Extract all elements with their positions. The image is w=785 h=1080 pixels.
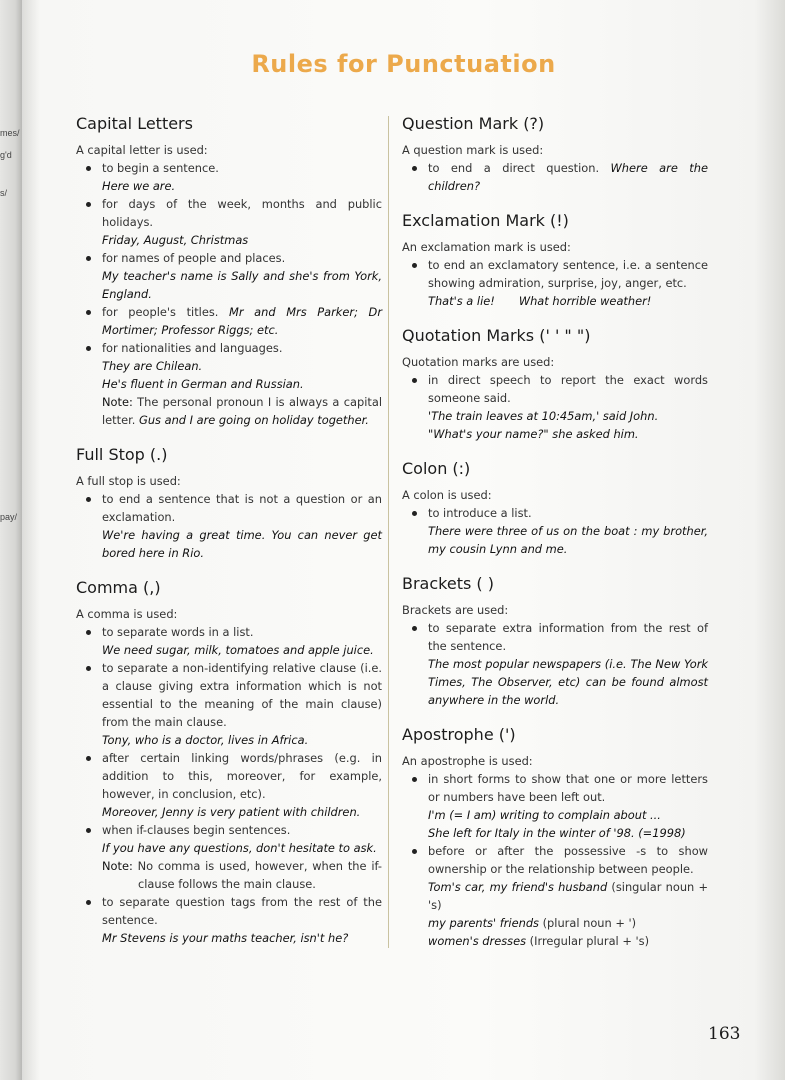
rule-item: [402, 770, 708, 842]
example-text: She left for Italy in the winter of '98. (=1998): [428, 826, 686, 840]
rule-list: [402, 770, 708, 950]
example-text: My teacher's name is Sally and she's from York, England.: [102, 269, 382, 301]
rule-list: [402, 159, 708, 195]
section-heading: Quotation Marks (' ' " "): [402, 326, 591, 345]
example-text: Where are the children?: [428, 161, 708, 193]
section-full-stop: [76, 445, 382, 562]
rule-text: after certain linking words/phrases (e.g. in addition to this, moreover, for example, however, in conclusion, etc).: [102, 751, 382, 801]
section-quotation-marks: [402, 326, 708, 443]
note-text: The personal pronoun I is always a capital letter.: [102, 395, 382, 427]
rule-text: for people's titles.: [102, 305, 219, 319]
rule-item: [402, 371, 708, 443]
rule-list: [76, 623, 382, 857]
rule-item: [402, 842, 708, 950]
rule-item: [402, 256, 708, 310]
section-intro: Brackets are used:: [402, 603, 509, 617]
rule-list: [402, 256, 708, 310]
rule-item: [76, 623, 382, 659]
rule-list: [76, 490, 382, 562]
rule-list: [76, 159, 382, 393]
prev-page-fragment: mes/: [0, 128, 20, 138]
rule-text: to introduce a list.: [428, 506, 532, 520]
rule-item: [402, 504, 708, 558]
section-heading: Colon (:): [402, 459, 471, 478]
section-intro: A capital letter is used:: [76, 143, 208, 157]
rule-item: [76, 659, 382, 749]
page-number: 163: [708, 1024, 741, 1044]
rule-item: [402, 619, 708, 709]
example-text: "What's your name?" she asked him.: [428, 427, 639, 441]
rule-text: in direct speech to report the exact words someone said.: [428, 373, 708, 405]
rule-item: [76, 195, 382, 249]
example-text: That's a lie!: [428, 294, 495, 308]
example-text: We need sugar, milk, tomatoes and apple juice.: [102, 643, 374, 657]
page-title: Rules for Punctuation: [251, 50, 556, 78]
example-text: If you have any questions, don't hesitate to ask.: [102, 841, 377, 855]
note: [76, 857, 382, 893]
rule-list: [76, 893, 382, 947]
example-text: There were three of us on the boat : my brother, my cousin Lynn and me.: [428, 524, 708, 556]
section-heading: Apostrophe ('): [402, 725, 516, 744]
example-text: Mr Stevens is your maths teacher, isn't he?: [102, 931, 349, 945]
note-label: Note:: [102, 395, 133, 409]
rule-text: in short forms to show that one or more letters or numbers have been left out.: [428, 772, 708, 804]
example-text: He's fluent in German and Russian.: [102, 377, 304, 391]
rule-list: [402, 504, 708, 558]
section-heading: Brackets ( ): [402, 574, 494, 593]
section-comma: [76, 578, 382, 947]
section-brackets: [402, 574, 708, 709]
rule-list: [402, 619, 708, 709]
section-question-mark: [402, 114, 708, 195]
rule-text: to separate words in a list.: [102, 625, 254, 639]
rule-text: to end an exclamatory sentence, i.e. a sentence showing admiration, surprise, joy, anger, etc.: [428, 258, 708, 290]
section-heading: Capital Letters: [76, 114, 193, 133]
section-colon: [402, 459, 708, 558]
rule-item: [76, 749, 382, 821]
section-apostrophe: [402, 725, 708, 950]
section-heading: Full Stop (.): [76, 445, 168, 464]
section-intro: A comma is used:: [76, 607, 178, 621]
example-text: They are Chilean.: [102, 359, 203, 373]
note: [76, 393, 382, 429]
rule-item: [76, 490, 382, 562]
section-intro: A full stop is used:: [76, 474, 181, 488]
example-note: (plural noun + '): [542, 916, 637, 930]
rule-item: [76, 249, 382, 303]
rule-text: for days of the week, months and public holidays.: [102, 197, 382, 229]
rule-list: [402, 371, 708, 443]
section-intro: A question mark is used:: [402, 143, 544, 157]
rule-text: when if-clauses begin sentences.: [102, 823, 291, 837]
example-text: Moreover, Jenny is very patient with children.: [102, 805, 361, 819]
example-text: Tony, who is a doctor, lives in Africa.: [102, 733, 309, 747]
rule-item: [76, 159, 382, 195]
example-text: We're having a great time. You can never get bored here in Rio.: [102, 528, 382, 560]
section-heading: Question Mark (?): [402, 114, 545, 133]
section-heading: Exclamation Mark (!): [402, 211, 569, 230]
book-page: [22, 0, 785, 1080]
rule-text: to end a direct question.: [428, 161, 600, 175]
right-column: [402, 114, 708, 966]
rule-text: to separate question tags from the rest of the sentence.: [102, 895, 382, 927]
example-note: (Irregular plural + 's): [529, 934, 650, 948]
rule-item: [402, 159, 708, 195]
left-column: [76, 114, 382, 963]
example-text: Tom's car, my friend's husband: [428, 880, 608, 894]
example-text: Mr and Mrs Parker; Dr Mortimer; Professor Riggs; etc.: [102, 305, 383, 337]
example-text: my parents' friends: [428, 916, 539, 930]
example-text: Gus and I are going on holiday together.: [139, 413, 369, 427]
rule-item: [76, 893, 382, 947]
section-intro: An exclamation mark is used:: [402, 240, 571, 254]
section-exclamation-mark: [402, 211, 708, 310]
note-label: Note:: [102, 859, 133, 873]
previous-page-edge: [0, 0, 22, 1080]
rule-text: to begin a sentence.: [102, 161, 219, 175]
example-text: 'The train leaves at 10:45am,' said John.: [428, 409, 659, 423]
rule-text: before or after the possessive -s to show ownership or the relationship between people.: [428, 844, 708, 876]
section-intro: An apostrophe is used:: [402, 754, 533, 768]
section-capital-letters: [76, 114, 382, 429]
example-note: (singular noun + 's): [428, 880, 709, 912]
section-heading: Comma (,): [76, 578, 161, 597]
prev-page-fragment: g'd: [0, 150, 12, 160]
rule-text: to end a sentence that is not a question or an exclamation.: [102, 492, 382, 524]
rule-item: [76, 303, 382, 339]
prev-page-fragment: pay/: [0, 512, 18, 522]
example-text: The most popular newspapers (i.e. The New York Times, The Observer, etc) can be found almost anywhere in the world.: [428, 657, 708, 707]
section-intro: Quotation marks are used:: [402, 355, 555, 369]
rule-text: to separate a non-identifying relative clause (i.e. a clause giving extra information which is not essential to the meaning of the main clause) from the main clause.: [102, 661, 382, 729]
note-text: No comma is used, however, when the if-clause follows the main clause.: [137, 859, 382, 891]
example-text: Here we are.: [102, 179, 176, 193]
rule-text: for names of people and places.: [102, 251, 286, 265]
column-divider: [388, 116, 389, 948]
prev-page-fragment: s/: [0, 188, 8, 198]
rule-item: [76, 821, 382, 857]
rule-text: for nationalities and languages.: [102, 341, 283, 355]
example-text: What horrible weather!: [518, 294, 652, 308]
example-text: Friday, August, Christmas: [102, 233, 249, 247]
section-intro: A colon is used:: [402, 488, 492, 502]
example-text: women's dresses: [428, 934, 527, 948]
rule-text: to separate extra information from the rest of the sentence.: [428, 621, 708, 653]
rule-item: [76, 339, 382, 393]
example-text: I'm (= I am) writing to complain about ...: [428, 808, 661, 822]
